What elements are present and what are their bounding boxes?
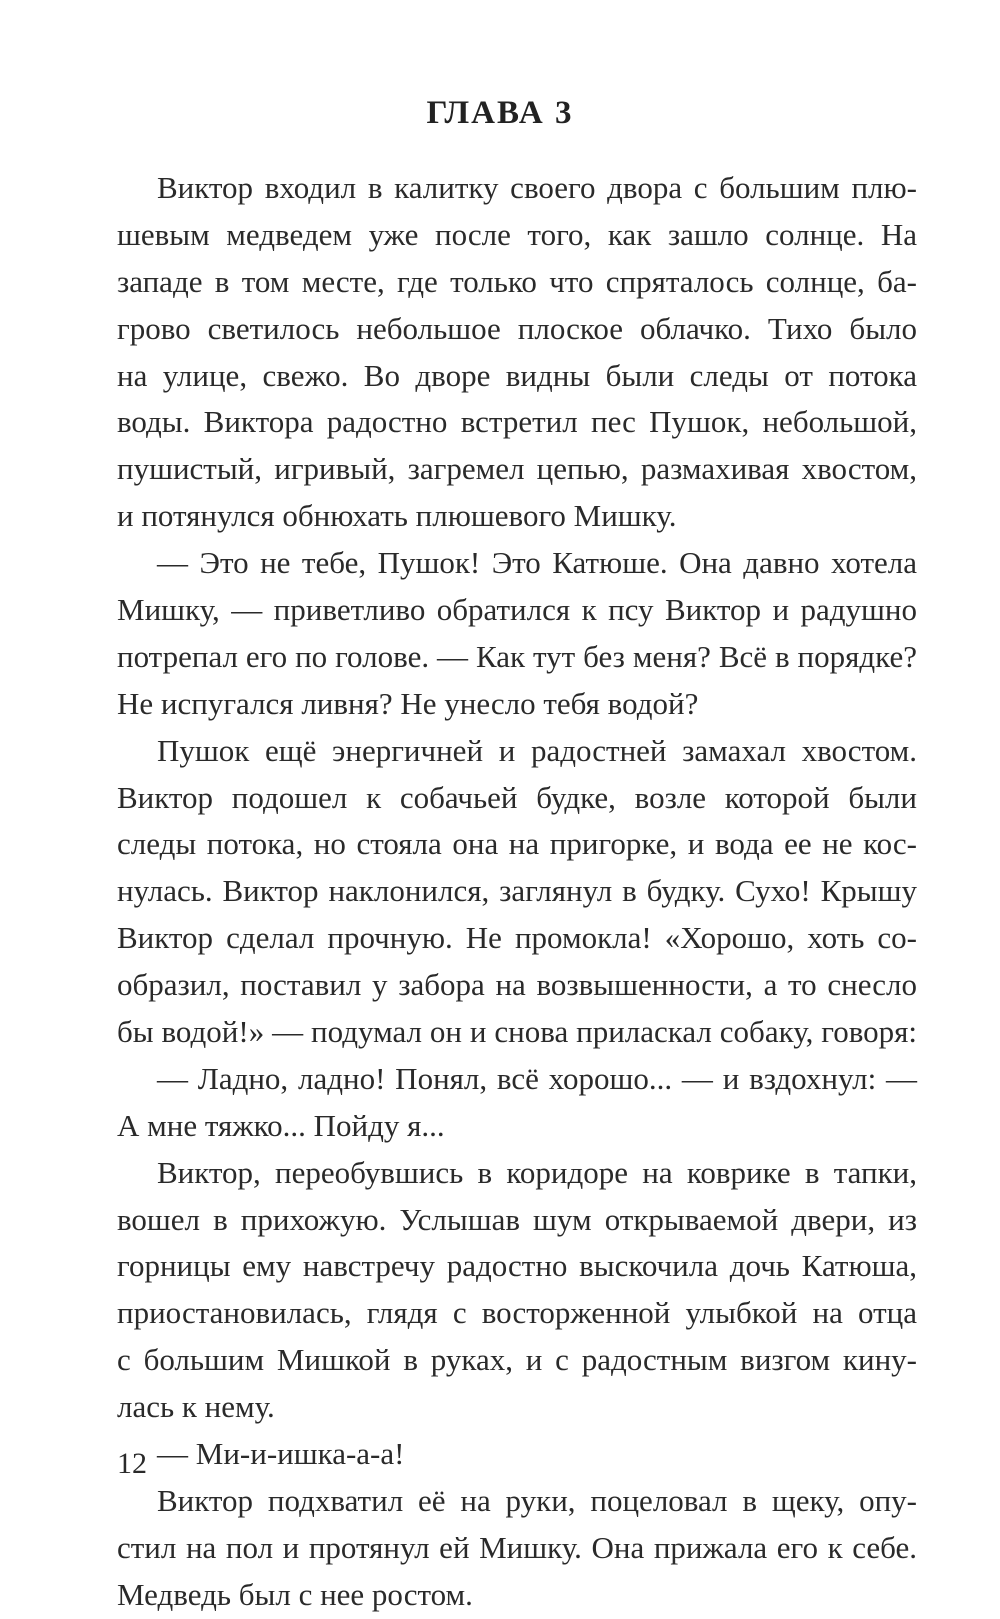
text-line: и потянулся обнюхать плюшевого Мишку. <box>117 498 677 534</box>
text-line: Виктор сделал прочную. Не промокла! «Хорошо, хоть со- <box>117 920 917 956</box>
text-line: — Это не тебе, Пушок! Это Катюше. Она давно хотела <box>157 545 917 581</box>
text-line: горницы ему навстречу радостно выскочила дочь Катюша, <box>117 1248 917 1284</box>
page-number: 12 <box>117 1447 147 1480</box>
text-line: нулась. Виктор наклонился, заглянул в будку. Сухо! Крышу <box>117 873 917 909</box>
text-line: потрепал его по голове. — Как тут без меня? Всё в порядке? <box>117 638 917 674</box>
text-line: следы потока, но стояла она на пригорке, и вода ее не кос- <box>117 826 917 862</box>
text-line: лась к нему. <box>117 1389 275 1425</box>
text-line: грово светилось небольшое плоское облачко. Тихо было <box>117 310 917 346</box>
text-line: Виктор, переобувшись в коридоре на коврике в тапки, <box>157 1154 917 1190</box>
text-line: стил на пол и протянул ей Мишку. Она прижала его к себе. <box>117 1529 917 1565</box>
text-line: пушистый, игривый, загремел цепью, размахивая хвостом, <box>117 451 917 487</box>
text-line: с большим Мишкой в руках, и с радостным визгом кину- <box>117 1342 917 1378</box>
text-line: приостановилась, глядя с восторженной улыбкой на отца <box>117 1295 917 1331</box>
text-line: образил, поставил у забора на возвышенности, а то снесло <box>117 967 917 1003</box>
text-line: вошел в прихожую. Услышав шум открываемой двери, из <box>117 1201 917 1237</box>
text-line: Мишку, — приветливо обратился к псу Виктор и радушно <box>117 592 917 628</box>
body-text <box>117 165 917 1619</box>
text-line: Не испугался ливня? Не унесло тебя водой? <box>117 685 699 721</box>
text-line: на улице, свежо. Во дворе видны были следы от потока <box>117 357 917 393</box>
text-line: бы водой!» — подумал он и снова приласкал собаку, говоря: <box>117 1014 917 1050</box>
text-line: Виктор подхватил её на руки, поцеловал в щеку, опу- <box>157 1482 917 1518</box>
text-line: Пушок ещё энергичней и радостней замахал хвостом. <box>157 732 917 768</box>
text-line: Виктор входил в калитку своего двора с большим плю- <box>157 170 917 205</box>
text-line: — Ми-и-ишка-а-а! <box>157 1436 405 1472</box>
text-line: Виктор подошел к собачьей будке, возле которой были <box>117 779 917 815</box>
chapter-title: ГЛАВА 3 <box>426 95 574 131</box>
text-line: шевым медведем уже после того, как зашло солнце. На <box>117 216 917 252</box>
text-line: западе в том месте, где только что спряталось солнце, ба- <box>117 263 917 299</box>
text-line: Медведь был с нее ростом. <box>117 1576 473 1612</box>
text-line: А мне тяжко... Пойду я... <box>117 1107 445 1143</box>
text-line: — Ладно, ладно! Понял, всё хорошо... — и вздохнул: — <box>157 1060 917 1096</box>
text-line: воды. Виктора радостно встретил пес Пушок, небольшой, <box>117 404 917 440</box>
